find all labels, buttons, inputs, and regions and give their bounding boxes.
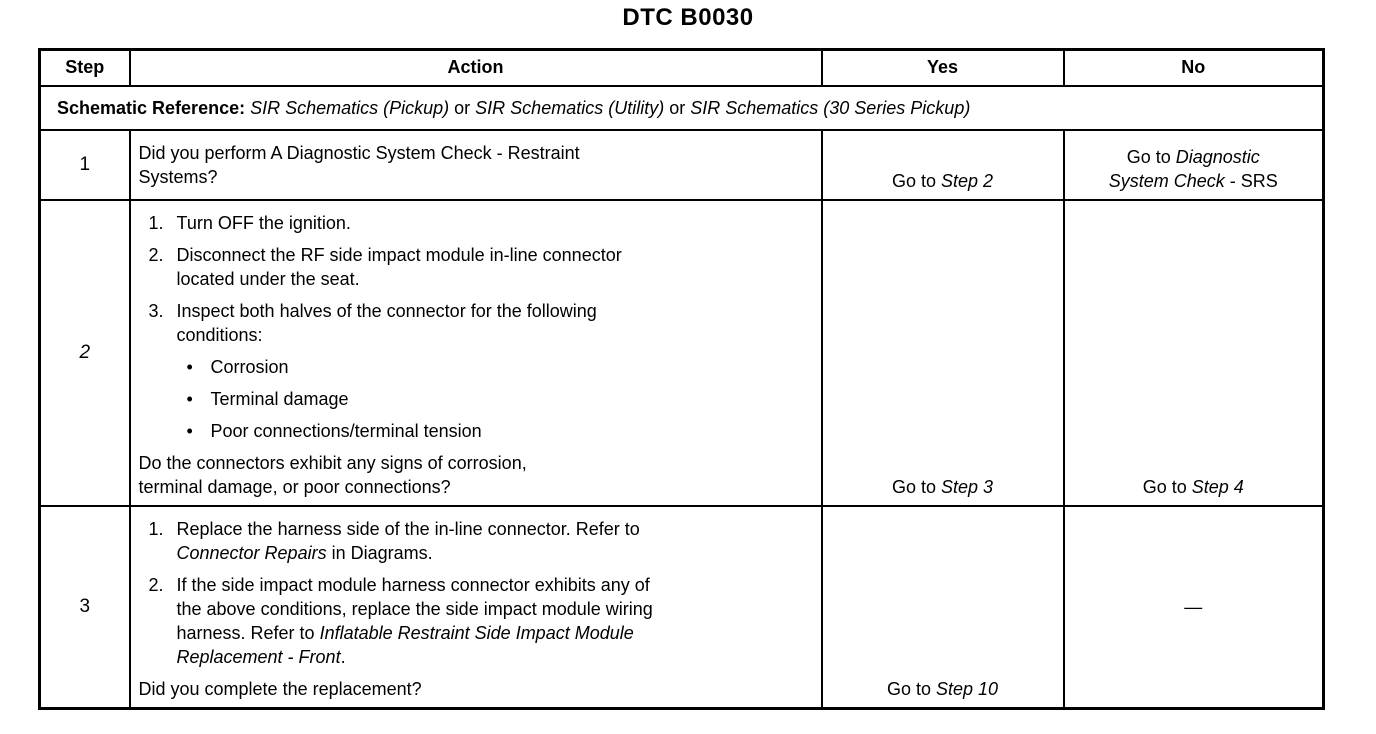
text-segment: Turn OFF the ignition. [176,212,351,233]
action-cell-step-1 [130,130,822,200]
text-segment: the above conditions, replace the side impact module wiring [176,598,653,619]
paragraph [139,677,813,701]
bullet-list-item [187,419,813,443]
text-segment: If the side impact module harness connector exhibits any of [176,574,650,595]
column-header-yes: Yes [822,50,1064,86]
bullet-icon: • [186,420,193,441]
paragraph [139,141,813,189]
list-number: 2. [148,244,164,265]
text-segment: conditions: [176,324,263,345]
text-segment: — [1184,596,1203,617]
bullet-icon: • [186,356,193,377]
text-segment: Step 2 [940,170,994,191]
schematic-reference-row [40,86,1324,130]
text-segment: Disconnect the RF side impact module in-line connector [176,244,622,265]
step-number-3 [40,506,130,709]
step-number-1 [40,130,130,200]
numbered-list-item [149,211,813,235]
no-cell-step-1 [1064,130,1324,200]
column-header-action: Action [130,50,822,86]
text-segment: Systems? [138,166,218,187]
text-segment: - SRS [1224,170,1278,191]
text-segment: Diagnostic [1175,146,1260,167]
text-segment: SIR Schematics (Utility) [475,97,665,118]
text-segment: Did you complete the replacement? [138,678,422,699]
diagnostic-table [38,48,1325,710]
schematic-reference [40,86,1324,130]
text [177,211,813,235]
text [177,299,813,347]
text-segment: 2 [79,341,91,363]
numbered-list-item [149,517,813,565]
text-segment: Replace the harness side of the in-line connector. Refer to [176,518,640,539]
text-segment: Go to [1142,476,1192,497]
text-segment: Poor connections/terminal tension [210,420,482,441]
text [177,517,813,565]
text-segment: SIR Schematics (30 Series Pickup) [690,97,971,118]
table-header-row [40,50,1324,86]
list-number: 2. [148,574,164,595]
text-segment: or [449,97,476,118]
bullet-list-item [187,387,813,411]
page-title: DTC B0030 [622,4,754,31]
paragraph [139,451,813,499]
text-segment: terminal damage, or poor connections? [138,476,451,497]
text [139,453,527,497]
text-segment: Go to [886,678,936,699]
numbered-list-item [149,299,813,347]
text [177,243,813,291]
text [211,419,813,443]
text-segment: System Check [1108,170,1225,191]
text-segment: Go to [891,476,941,497]
text [139,143,580,187]
no-cell-step-3 [1064,506,1324,709]
text-segment: harness. Refer to [176,622,320,643]
numbered-list-item [149,243,813,291]
text [139,679,422,699]
text [211,355,813,379]
text-segment: in Diagrams. [326,542,433,563]
text-segment: located under the seat. [176,268,360,289]
text-segment: Step 3 [940,476,994,497]
yes-cell-step-1 [822,130,1064,200]
text-segment: Inspect both halves of the connector for the following [176,300,597,321]
text-segment: Do the connectors exhibit any signs of corrosion, [138,452,527,473]
text-segment: Step 4 [1191,476,1244,497]
text-segment: 3 [79,595,91,617]
yes-cell-step-3 [822,506,1064,709]
no-cell-step-2 [1064,200,1324,506]
bullet-icon: • [186,388,193,409]
step-number-2 [40,200,130,506]
column-header-step: Step [40,50,130,86]
action-cell-step-3 [130,506,822,709]
text-segment: SIR Schematics (Pickup) [250,97,450,118]
bullet-list-item [187,355,813,379]
text-segment: Did you perform A Diagnostic System Check - Restraint [138,142,580,163]
text [177,573,813,669]
numbered-list-item [149,573,813,669]
text-segment: Corrosion [210,356,289,377]
text-segment: Go to [1126,146,1176,167]
action-cell-step-2 [130,200,822,506]
list-number: 1. [148,518,164,539]
text-segment: 1 [79,153,91,175]
column-header-no: No [1064,50,1324,86]
text-segment: Step 10 [935,678,999,699]
text-segment: Schematic Reference: [57,97,251,118]
text [211,387,813,411]
text-segment: or [664,97,691,118]
text-segment: Go to [891,170,941,191]
text-segment: Terminal damage [210,388,349,409]
list-number: 1. [148,212,164,233]
text-segment: . [340,646,346,667]
text-segment: Replacement - Front [176,646,341,667]
table-row [40,130,1324,200]
list-number: 3. [148,300,164,321]
table-row [40,200,1324,506]
yes-cell-step-2 [822,200,1064,506]
text-segment: Inflatable Restraint Side Impact Module [319,622,634,643]
table-row [40,506,1324,709]
text-segment: Connector Repairs [176,542,327,563]
